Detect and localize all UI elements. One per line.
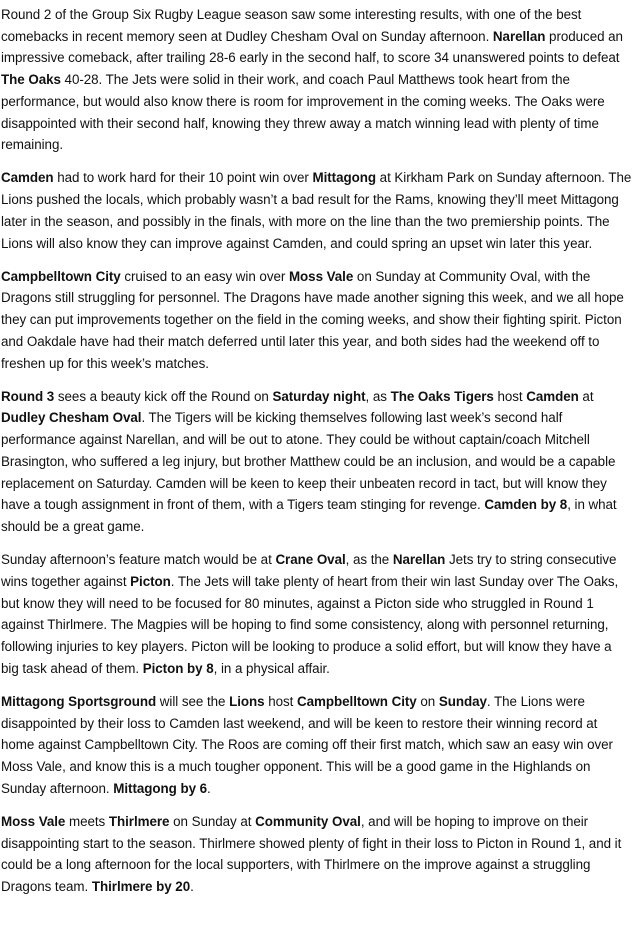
text-run: 40-28. The Jets were solid in their work, and coach Paul Matthews took heart from the performance, but would also know there is room for improvement in the coming weeks. The Oaks were disappointed with their second half, knowing they threw away a match winning lead with plenty of time remaining. xyxy=(1,72,605,153)
text-run: . The Lions were disappointed by their loss to Camden last weekend, and will be keen to restore their winning record at home against Campbelltown City. The Roos are coming off their first match, which saw an easy win over Moss Vale, and know this is a much tougher opponent. This will be a good game in the Highlands on Sunday afternoon. xyxy=(1,693,613,796)
text-run: had to work hard for their 10 point win over xyxy=(53,170,313,186)
bold-text-run: Camden by 8 xyxy=(484,497,568,513)
paragraph-round3-narellan-picton xyxy=(1,549,632,679)
bold-text-run: Narellan xyxy=(492,28,546,44)
bold-text-run: Moss Vale xyxy=(1,813,66,829)
bold-text-run: Picton by 8 xyxy=(142,660,214,676)
text-run: . The Jets will take plenty of heart from their win last Sunday over The Oaks, but know they will need to be focused for 80 minutes, against a Picton side who struggled in Round 1 against Thirlmere. The Magpies will be hoping to find some consistency, along with personnel returning, following injuries to key players. Picton will be looking to produce a solid effort, but will know they have a big task ahead of them. xyxy=(1,573,619,676)
paragraph-round3-oaks-camden xyxy=(1,386,632,538)
bold-text-run: Mittagong xyxy=(312,170,377,186)
bold-text-run: The Oaks xyxy=(1,72,61,88)
text-run: produced an impressive comeback, after trailing 28-6 early in the second half, to score 34 unanswered points to defeat xyxy=(1,28,623,66)
paragraph-round2-campbelltown-mossvale xyxy=(1,266,632,375)
text-run: , in a physical affair. xyxy=(213,660,330,676)
bold-text-run: Lions xyxy=(229,693,265,709)
paragraph-round3-mossvale-thirlmere xyxy=(1,811,632,898)
text-run: . xyxy=(207,780,211,796)
text-run: Round 2 of the Group Six Rugby League season saw some interesting results, with one of the best comebacks in recent memory seen at Dudley Chesham Oval on Sunday afternoon. xyxy=(1,7,582,44)
bold-text-run: Camden xyxy=(1,170,54,186)
text-run: host xyxy=(493,388,527,404)
bold-text-run: Thirlmere xyxy=(108,813,170,829)
bold-text-run: Sunday xyxy=(438,693,487,709)
text-run: host xyxy=(264,693,298,709)
text-run: sees a beauty kick off the Round on xyxy=(54,388,273,404)
bold-text-run: Campbelltown City xyxy=(1,268,121,284)
bold-text-run: Crane Oval xyxy=(275,552,346,568)
paragraph-round3-mittagong-campbelltown xyxy=(1,691,632,800)
text-run: cruised to an easy win over xyxy=(120,268,289,284)
text-run: Sunday afternoon’s feature match would be at xyxy=(1,552,276,568)
bold-text-run: Moss Vale xyxy=(288,268,354,284)
bold-text-run: Campbelltown City xyxy=(297,693,417,709)
text-run: , in what should be a great game. xyxy=(1,497,617,534)
text-run: , as xyxy=(365,388,391,404)
bold-text-run: The Oaks Tigers xyxy=(390,388,494,404)
bold-text-run: Mittagong by 6 xyxy=(113,780,208,796)
bold-text-run: Round 3 xyxy=(1,388,55,404)
bold-text-run: Saturday night xyxy=(272,388,366,404)
bold-text-run: Community Oval xyxy=(255,813,361,829)
text-run: meets xyxy=(65,813,109,829)
text-run: , as the xyxy=(345,552,393,568)
text-run: Jets try to string consecutive wins together against xyxy=(1,552,617,589)
bold-text-run: Camden xyxy=(526,388,579,404)
text-run: at xyxy=(578,388,594,404)
bold-text-run: Picton xyxy=(130,573,171,589)
bold-text-run: Dudley Chesham Oval xyxy=(1,410,142,426)
text-run: on xyxy=(416,693,439,709)
text-run: . xyxy=(190,879,194,895)
bold-text-run: Thirlmere by 20 xyxy=(91,879,191,895)
text-run: , and will be hoping to improve on their disappointing start to the season. Thirlmere showed plenty of fight in their loss to Picton in Round 1, and it could be a long afternoon for the local supporters, with Thirlmere on the improve against a struggling Dragons team. xyxy=(1,813,622,895)
text-run: . The Tigers will be kicking themselves following last week’s second half performance against Narellan, and will be out to atone. They could be without captain/coach Mitchell Brasington, who suffered a leg injury, but brother Matthew could be an inclusion, and would be a capable replacement on Saturday. Camden will be keen to keep their unbeaten record in tact, but will know they have a tough assignment in front of them, with a Tigers team stinging for revenge. xyxy=(1,410,616,513)
paragraph-round2-narellan-oaks xyxy=(1,4,632,156)
paragraph-round2-camden-mittagong xyxy=(1,167,632,254)
text-run: on Sunday at Community Oval, with the Dragons still struggling for personnel. The Dragons have made another signing this week, and we all hope they can put improvements together on the field in the coming weeks, and show their fighting spirit. Picton and Oakdale have had their match deferred until later this year, and both sides had the weekend off to freshen up for this week’s matches. xyxy=(1,268,624,371)
text-run: at Kirkham Park on Sunday afternoon. The Lions pushed the locals, which probably wasn’t a bad result for the Rams, knowing they’ll meet Mittagong later in the season, and possibly in the finals, with more on the line than the two premiership points. The Lions will also know they can improve against Camden, and could spring an upset win later this year. xyxy=(1,170,632,251)
bold-text-run: Mittagong Sportsground xyxy=(1,693,157,709)
text-run: on Sunday at xyxy=(169,813,256,829)
bold-text-run: Narellan xyxy=(392,552,446,568)
text-run: will see the xyxy=(156,693,230,709)
